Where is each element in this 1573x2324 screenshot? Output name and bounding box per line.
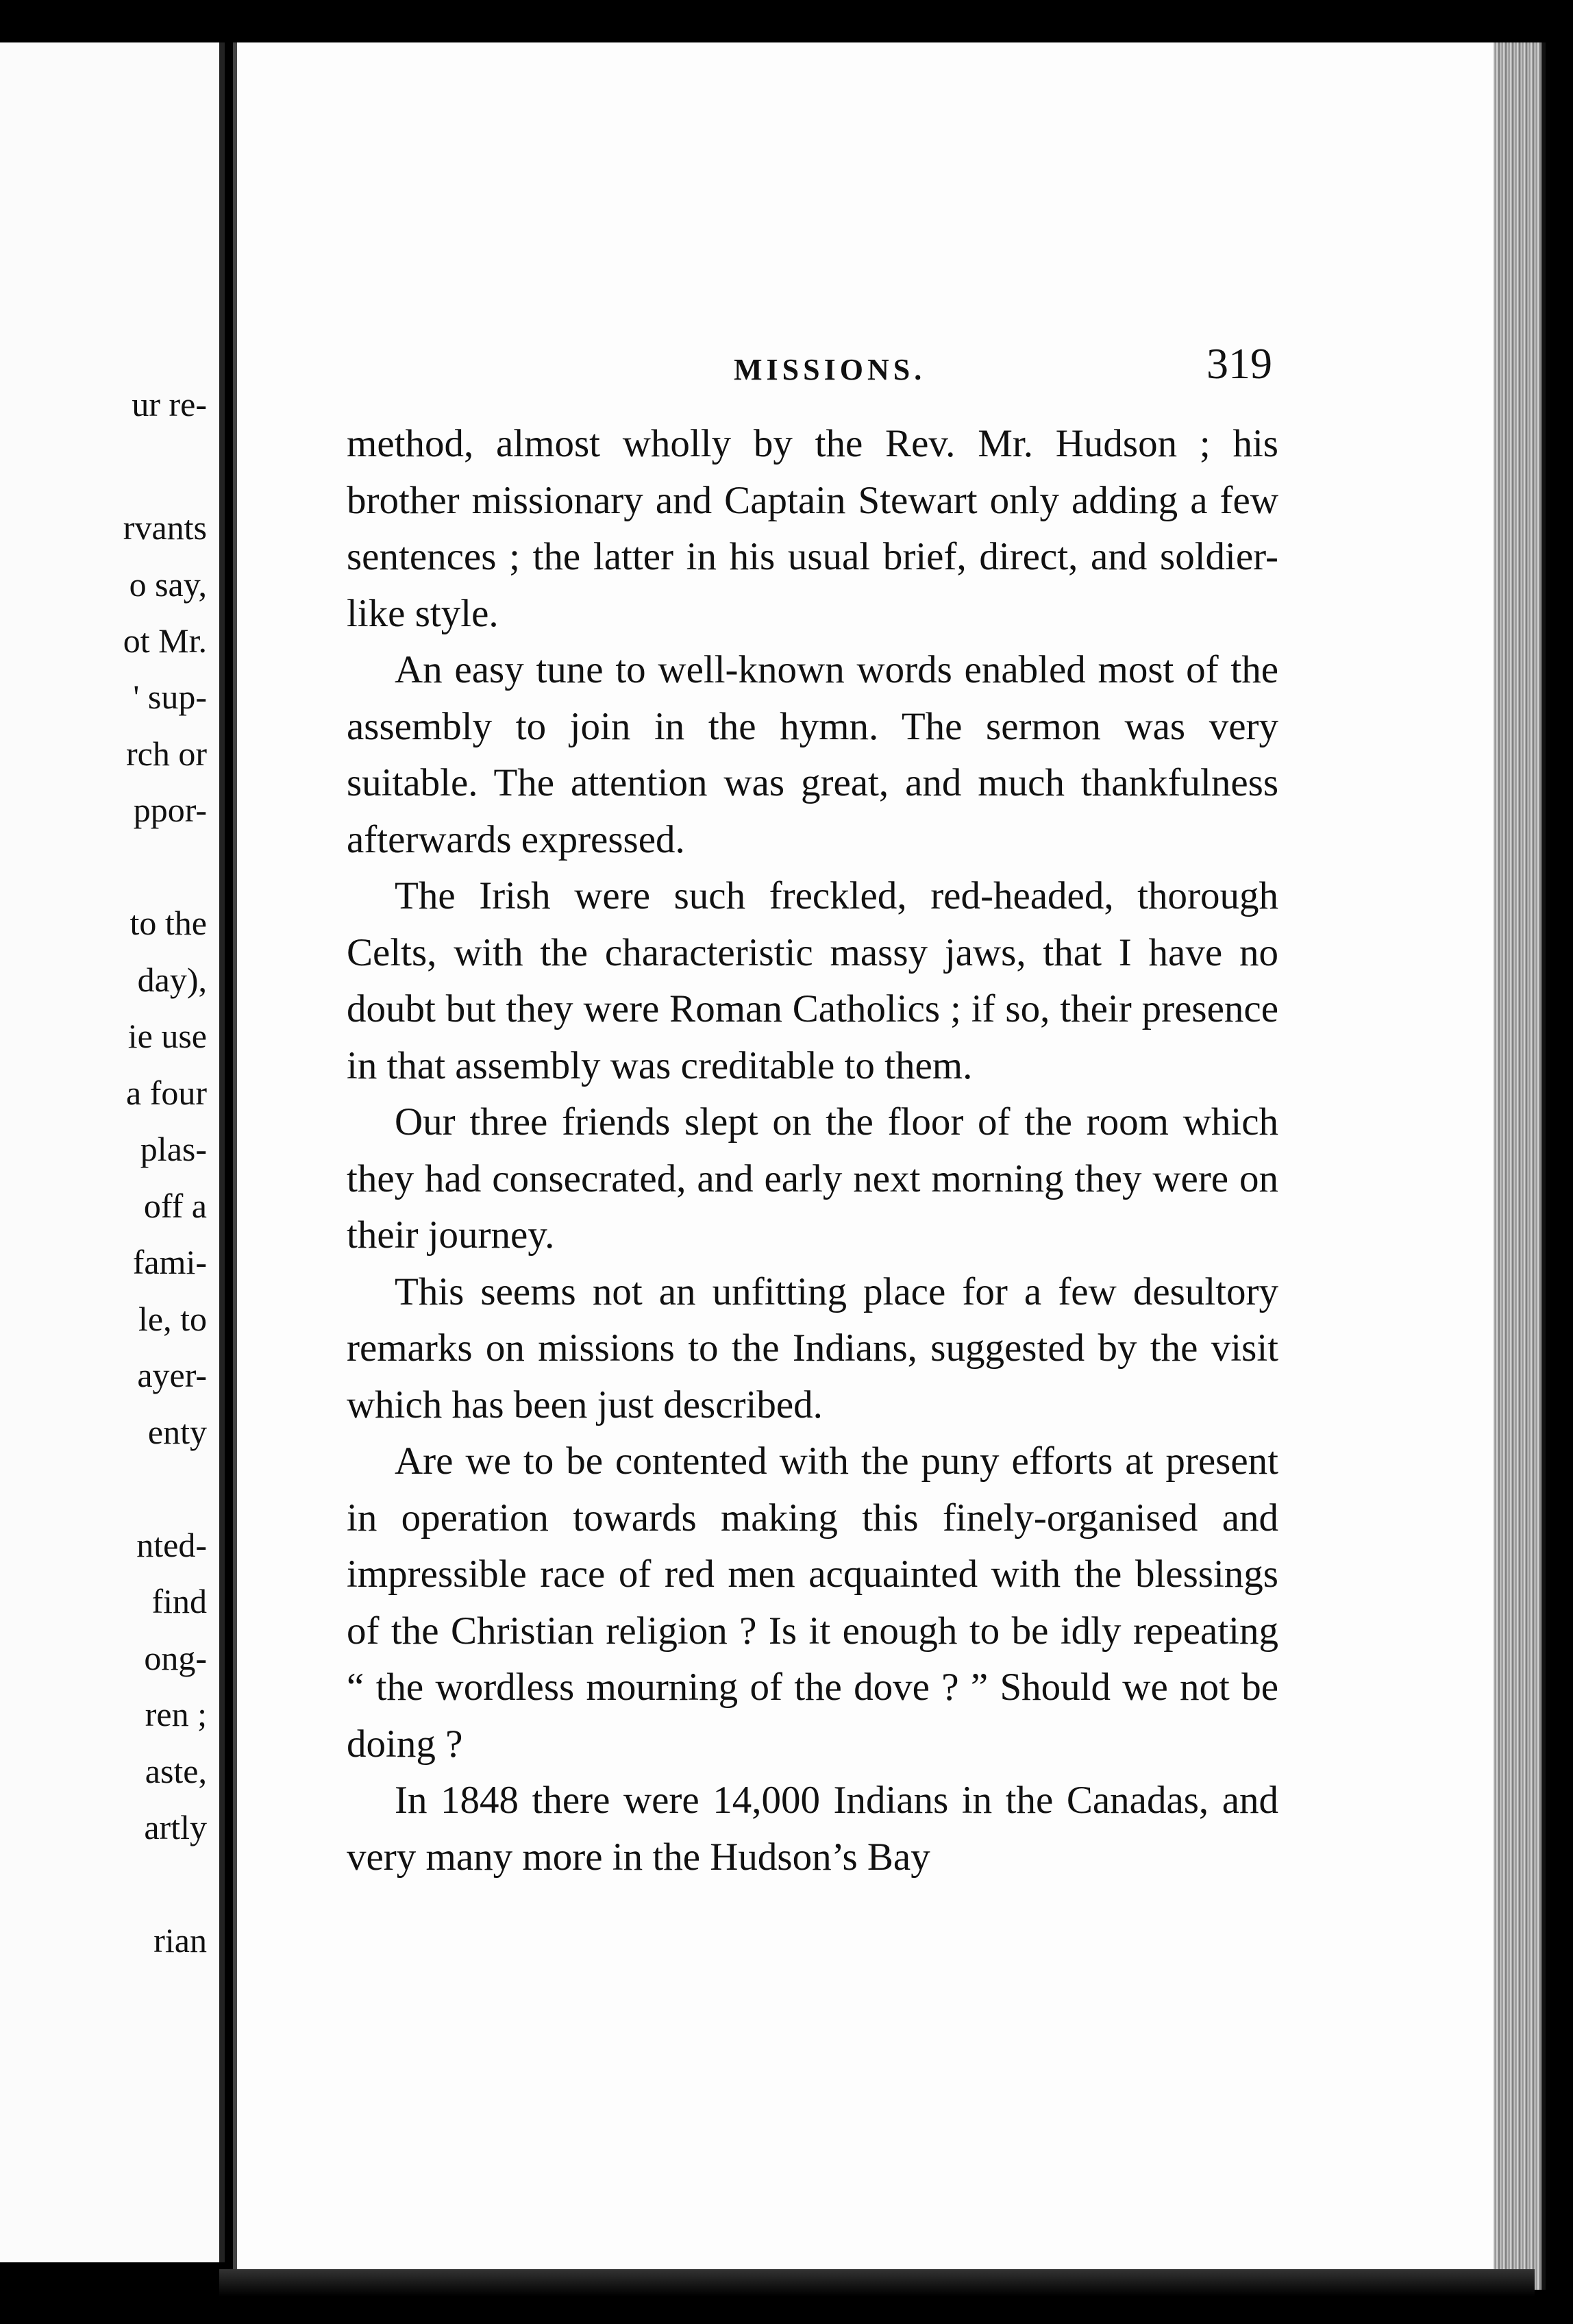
left-page-text-fragment: aste, [145, 1752, 207, 1790]
left-page-text-fragment: rian [153, 1921, 207, 1960]
left-page-text-fragment: artly [144, 1808, 207, 1846]
left-page-text-fragment: to the [129, 904, 207, 942]
left-page-text-fragment: ie use [127, 1017, 207, 1055]
left-page-text-fragment: rch or [126, 734, 207, 773]
left-page-text-fragment: a four [126, 1074, 207, 1112]
paragraph: method, almost wholly by the Rev. Mr. Hudson ; his brother missionary and Captain Stewart only adding a few sentences ; the latter in his usual brief, direct, and soldier-like style. [347, 422, 1278, 635]
left-page-text-fragment: fami- [132, 1243, 207, 1281]
page-header [237, 323, 1498, 392]
left-page-text-fragment: ren ; [145, 1695, 207, 1733]
body-text [347, 416, 1278, 1886]
left-page-text-fragment: day), [137, 961, 207, 999]
paragraph: In 1848 there were 14,000 Indians in the Canadas, and very many more in the Hudson’s Bay [347, 1779, 1278, 1879]
left-page-text-fragment: rvants [123, 508, 207, 547]
paragraph: This seems not an unfitting place for a few desultory remarks on missions to the Indians, suggested by the visit which has been just described. [347, 1270, 1278, 1426]
paragraph: The Irish were such freckled, red-headed, thorough Celts, with the characteristic massy jaws, that I have no doubt but they were Roman Catholics ; if so, their presence in that assembly was creditable to them. [347, 874, 1278, 1087]
page-number: 319 [1206, 339, 1272, 388]
page-bottom-shadow [219, 2269, 1535, 2297]
left-page-text-fragment: ong- [144, 1639, 207, 1677]
left-page-fragment [0, 42, 225, 2262]
left-page-text-fragment: ur re- [132, 385, 207, 423]
page-fore-edge [1494, 42, 1546, 2290]
left-page-text-fragment: find [151, 1582, 207, 1620]
running-title: MISSIONS. [734, 353, 926, 386]
paragraph: Our three friends slept on the floor of the room which they had consecrated, and early next morning they were on their journey. [347, 1100, 1278, 1257]
left-page-text-fragment: nted- [136, 1526, 207, 1564]
left-page-text-fragment: ayer- [137, 1356, 207, 1394]
right-page [233, 42, 1498, 2269]
left-page-text-fragment: off a [143, 1187, 207, 1225]
paragraph: Are we to be contented with the puny efforts at present in operation towards making this finely-organised and impressible race of red men acquainted with the blessings of the Christian religion ? Is it enough to be idly repeating “ the wordless mourning of the dove ? ” Should we not be doing ? [347, 1439, 1278, 1766]
left-page-text-fragment: plas- [140, 1130, 207, 1168]
left-page-text-fragment: le, to [138, 1300, 207, 1338]
left-page-text-fragment: enty [147, 1413, 207, 1451]
left-page-text-fragment: ot Mr. [123, 621, 207, 660]
paragraph: An easy tune to well-known words enabled most of the assembly to join in the hymn. The sermon was very suitable. The attention was great, and much thankfulness afterwards expressed. [347, 648, 1278, 861]
left-page-text-fragment: o say, [129, 565, 207, 604]
left-page-text-fragment: ' sup- [133, 678, 207, 716]
left-page-text-fragment: ppor- [133, 791, 207, 829]
